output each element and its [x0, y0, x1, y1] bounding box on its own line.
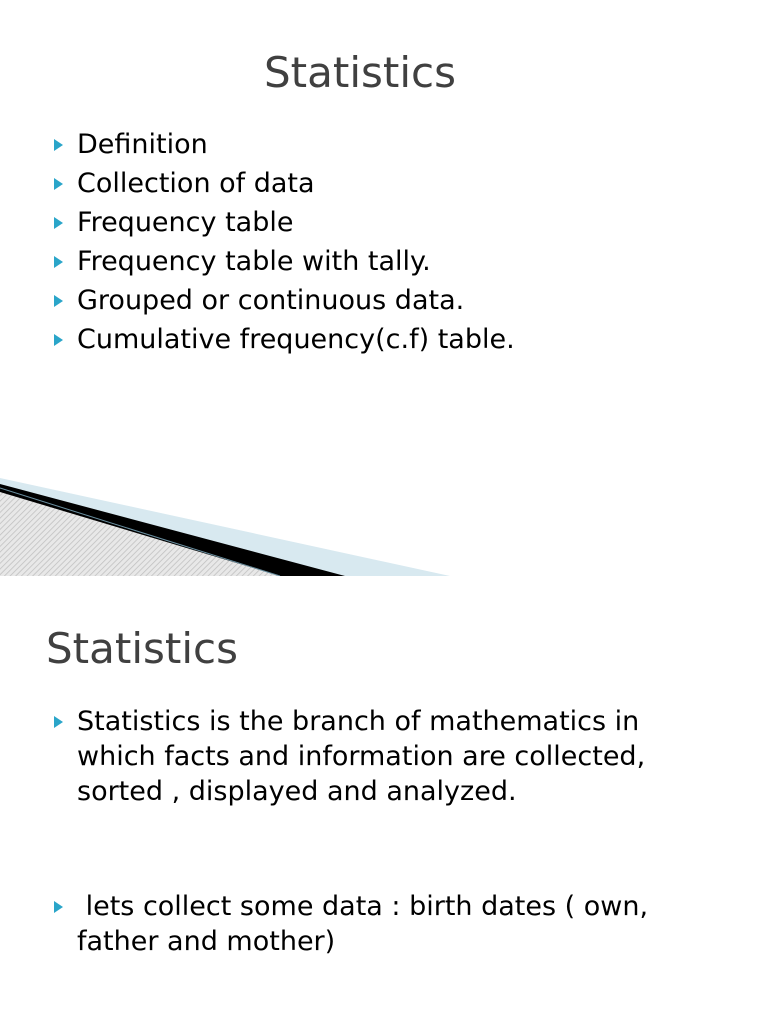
triangle-bullet-icon	[54, 256, 63, 268]
triangle-bullet-icon	[54, 716, 63, 728]
slide-1-bullet-list	[52, 127, 692, 361]
list-item	[52, 127, 692, 162]
list-item	[52, 322, 692, 357]
list-item	[52, 244, 692, 279]
list-item	[52, 704, 712, 809]
list-item	[52, 205, 692, 240]
slide-decoration	[0, 478, 768, 576]
list-item-text: Cumulative frequency(c.f) table.	[77, 324, 515, 355]
list-item	[52, 889, 712, 959]
slide-2-title: Statistics	[46, 624, 238, 673]
triangle-bullet-icon	[54, 139, 63, 151]
triangle-bullet-icon	[54, 295, 63, 307]
triangle-bullet-icon	[54, 334, 63, 346]
list-item-text: Frequency table	[77, 207, 294, 238]
list-item-text: lets collect some data : birth dates ( own, father and mother)	[77, 891, 657, 957]
slide-2-bullet-list	[52, 704, 712, 1024]
triangle-bullet-icon	[54, 217, 63, 229]
list-item-text: Definition	[77, 129, 208, 160]
triangle-bullet-icon	[54, 178, 63, 190]
slide-2	[0, 576, 768, 1024]
list-item-text: Frequency table with tally.	[77, 246, 431, 277]
list-item-text: Statistics is the branch of mathematics in which facts and information are collected, sorted , displayed and analyzed.	[77, 706, 646, 807]
slide-1-title: Statistics	[264, 48, 456, 97]
triangle-bullet-icon	[54, 901, 63, 913]
list-item	[52, 283, 692, 318]
list-item-text: Collection of data	[77, 168, 315, 199]
list-item-text: Grouped or continuous data.	[77, 285, 465, 316]
list-item	[52, 166, 692, 201]
